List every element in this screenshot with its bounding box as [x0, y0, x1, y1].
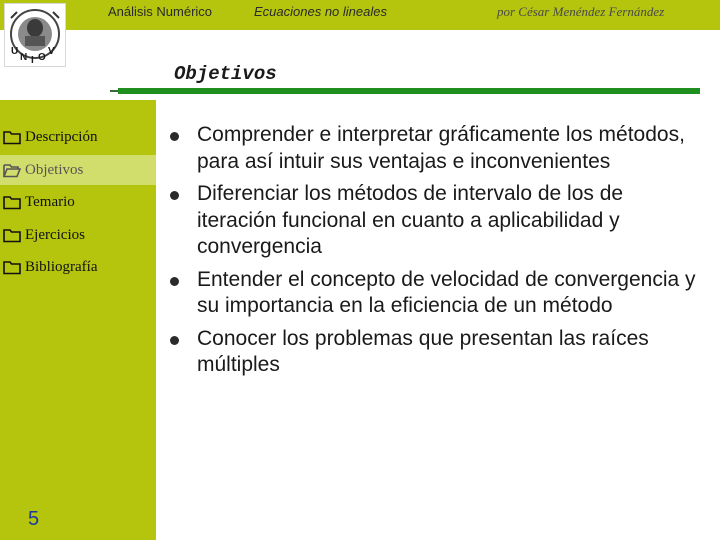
page-number: 5 [28, 508, 40, 530]
sidebar-item-bibliografia[interactable] [0, 252, 156, 282]
svg-text:U: U [11, 46, 19, 57]
svg-text:O: O [38, 52, 46, 63]
list-item: Conocer los problemas que presentan las raíces múltiples [170, 326, 700, 379]
header-course-title: Análisis Numérico [108, 4, 213, 19]
sidebar-item-label: Bibliografía [25, 258, 98, 275]
svg-text:I: I [31, 55, 34, 66]
list-item: Comprender e interpretar gráficamente los métodos, para así intuir sus ventajas e inconvenientes [170, 122, 700, 175]
objectives-list [170, 122, 700, 385]
sidebar [0, 100, 156, 540]
page-title: Objetivos [174, 63, 277, 85]
title-underline [118, 88, 700, 94]
slide-header [0, 0, 720, 30]
sidebar-item-ejercicios[interactable] [0, 220, 156, 250]
folder-closed-icon [3, 259, 21, 275]
sidebar-item-objetivos[interactable] [0, 155, 156, 185]
sidebar-item-label: Ejercicios [25, 226, 85, 243]
list-item: Diferenciar los métodos de intervalo de los de iteración funcional en cuanto a aplicabilidad y convergencia [170, 181, 700, 261]
sidebar-item-label: Temario [25, 193, 75, 210]
sidebar-item-label: Objetivos [25, 161, 84, 178]
list-item: Entender el concepto de velocidad de convergencia y su importancia en la eficiencia de un método [170, 267, 700, 320]
sidebar-item-descripcion[interactable] [0, 122, 156, 152]
folder-closed-icon [3, 227, 21, 243]
sidebar-item-temario[interactable] [0, 187, 156, 217]
uniovi-logo-icon [4, 3, 66, 67]
svg-text:V: V [48, 46, 55, 57]
header-author: por César Menéndez Fernández [497, 4, 665, 19]
folder-open-icon [3, 162, 21, 178]
header-topic: Ecuaciones no lineales [254, 4, 387, 19]
folder-closed-icon [3, 194, 21, 210]
folder-closed-icon [3, 129, 21, 145]
svg-text:N: N [20, 52, 28, 63]
sidebar-item-label: Descripción [25, 128, 98, 145]
